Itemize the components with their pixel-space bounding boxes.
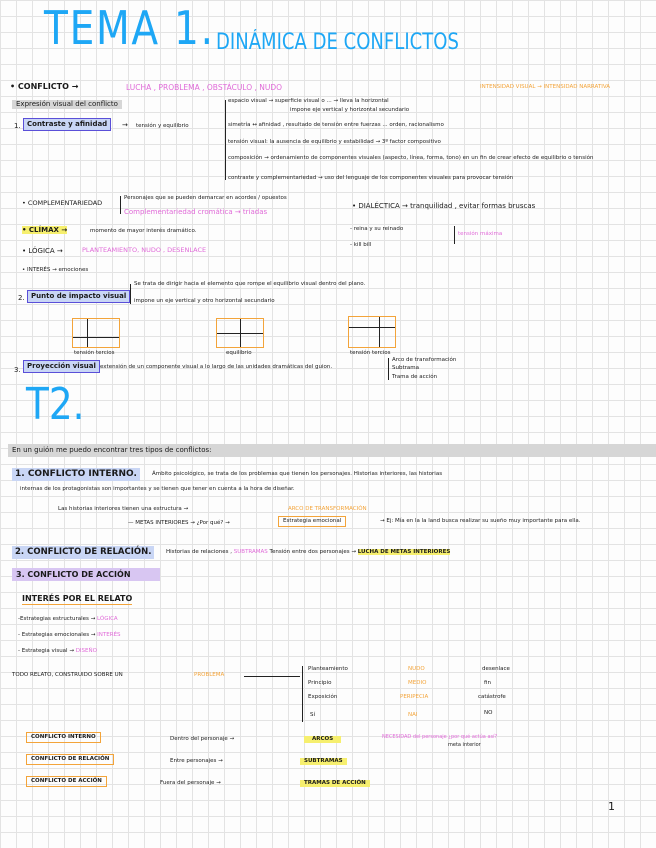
fase-4-mid: NAI (408, 712, 418, 718)
fase-3-left: Exposición (308, 694, 338, 700)
problema-label: PROBLEMA (194, 672, 225, 678)
fase-4-right: NO (484, 710, 493, 716)
c1-text: Ámbito psicológico, se trata de los problemas que tienen los personajes. Historias interiores, las historias (152, 471, 443, 477)
arco-label: ARCO DE TRANSFORMACIÓN (288, 506, 367, 512)
proyeccion-text: extensión de un componente visual a lo largo de las unidades dramáticas del guion. (100, 364, 333, 370)
bottom-box-2: CONFLICTO DE RELACIÓN (26, 754, 114, 765)
subtramas-text: SUBTRAMAS (233, 549, 268, 555)
bottom-text-3: Fuera del personaje → (160, 780, 221, 786)
punto-2: impone un eje vertical y otro horizontal secundario (134, 298, 275, 304)
page-subtitle: DINÁMICA DE CONFLICTOS (216, 30, 459, 55)
section-t2-title: T2. (26, 379, 85, 430)
estrategia-3-value: DISEÑO (75, 648, 97, 654)
conflicto-label: • CONFLICTO → (10, 82, 79, 91)
c1-text-2: internas de los protagonistas son importantes y se tienen que tener en cuenta a la hora de diseñar. (20, 486, 295, 492)
interes-title: INTERÉS POR EL RELATO (22, 594, 133, 603)
item-4: composición → ordenamiento de componentes visuales (aspecto, línea, forma, tono) en un fin de crear efecto de equilibrio o tensión (228, 155, 594, 161)
climax-note-1: - reina y su reinado (350, 226, 404, 232)
climax-text: • CLÍMAX → (22, 226, 68, 234)
fase-1-right: desenlace (482, 666, 510, 672)
fase-3-right: catástrofe (478, 694, 506, 700)
comp-2 (124, 208, 267, 217)
metas-label: — METAS INTERIORES → ¿Por qué? → (128, 520, 230, 526)
c3-title: 3. CONFLICTO DE ACCIÓN (12, 568, 160, 581)
estrategia-3-label: - Estrategia visual → (18, 648, 74, 654)
estrategia-1 (18, 616, 118, 623)
proyeccion-brace (388, 358, 389, 380)
bottom-hl-2: SUBTRAMAS (300, 758, 347, 765)
contraste-box: Contraste y afinidad (23, 118, 111, 131)
thumb-2 (216, 318, 264, 348)
c2-text-a: Historias de relaciones , (166, 549, 233, 555)
estrategia-2 (18, 632, 121, 639)
fases-brace (302, 666, 303, 722)
expresion-heading: Expresión visual del conflicto (12, 100, 122, 109)
punto-1: Se trata de dirigir hacia el elemento que rompe el equilibrio visual dentro del plano. (134, 281, 366, 287)
item-1: espacio visual → superficie visual o ... → lleva la horizontal (228, 98, 389, 104)
estrategia-3 (18, 648, 97, 655)
bottom-hl-1: ARCOS (304, 736, 341, 743)
complementariedad-label: • COMPLEMENTARIEDAD (22, 199, 103, 207)
bullet-1: 1. (14, 122, 21, 130)
item-2: simetría ↔ afinidad , resultado de tensión entre fuerzas ... orden, racionalismo (228, 122, 444, 128)
estrategia-box: Estrategia emocional (278, 516, 346, 527)
bullet-3: 3. (14, 366, 21, 374)
climax-note-2: - kill bill (350, 242, 372, 248)
bottom-hl-3: TRAMAS DE ACCIÓN (300, 780, 370, 787)
thumb-label-3: tensión tercios (350, 350, 391, 356)
page-number: 1 (608, 800, 615, 813)
fase-2-mid: MEDIO (408, 680, 427, 686)
climax-brace (452, 226, 455, 244)
c1-title: 1. CONFLICTO INTERNO. (12, 468, 140, 481)
fase-2-left: Principio (308, 680, 332, 686)
dialectica: • DIALÉCTICA → tranquilidad , evitar formas bruscas (352, 202, 536, 210)
lucha-text: LUCHA DE METAS INTERIORES (357, 549, 451, 555)
punto-box: Punto de impacto visual (27, 290, 130, 303)
bottom-extra-1: NECESIDAD del personaje ¿por qué actúa así? (382, 734, 498, 740)
climax-desc: momento de mayor interés dramático. (90, 228, 197, 234)
c2-text-b: Tensión entre dos personajes → (269, 549, 356, 555)
bottom-box-1: CONFLICTO INTERNO (26, 732, 101, 743)
problema-arrow (244, 676, 300, 677)
thumb-label-1: tensión tercios (74, 350, 115, 356)
c2-text (166, 549, 450, 556)
logica-list: PLANTEAMIENTO, NUDO , DESENLACE (82, 246, 207, 254)
arrow-1: → (122, 121, 128, 129)
comp-2-text: Complementariedad cromática → tríadas (124, 208, 268, 216)
proyeccion-box: Proyección visual (23, 360, 100, 373)
page-title: TEMA 1. (44, 1, 215, 55)
bottom-text-2: Entre personajes → (170, 758, 223, 764)
fase-1-mid: NUDO (408, 666, 425, 672)
c2-title: 2. CONFLICTO DE RELACIÓN. (12, 546, 154, 559)
proyeccion-item-1: Arco de transformación (392, 357, 457, 363)
todo-relato: TODO RELATO, CONSTRUIDO SOBRE UN (12, 672, 123, 678)
logica-label: • LÓGICA → (22, 247, 63, 255)
meta-interior: meta interior (448, 742, 481, 748)
bottom-text-1: Dentro del personaje → (170, 736, 235, 742)
ej-text: → Ej: Mía en la la land busca realizar su sueño muy importante para ella. (380, 518, 581, 524)
thumb-3 (348, 316, 396, 348)
items-brace (225, 100, 226, 180)
bottom-box-3: CONFLICTO DE ACCIÓN (26, 776, 107, 787)
estrategia-2-value: INTERÉS (97, 632, 121, 638)
interes-label: • INTERÉS → emociones (22, 267, 89, 273)
thumb-label-2: equilibrio (226, 350, 252, 356)
tension-label: tensión y equilibrio (136, 123, 189, 129)
estrategia-1-label: -Estrategias estructurales → (18, 616, 96, 622)
comp-brace (120, 196, 121, 214)
estrategia-1-value: LÓGICA (97, 616, 118, 622)
proyeccion-item-3: Trama de acción (392, 374, 438, 380)
estrategia-2-label: - Estrategias emocionales → (18, 632, 96, 638)
arco-lead: Las historias interiores tienen una estructura → (58, 506, 189, 512)
top-right-note: INTENSIDAD VISUAL → INTENSIDAD NARRATIVA (480, 84, 610, 90)
bullet-2: 2. (18, 294, 25, 302)
fase-3-mid: PERIPECIA (400, 694, 429, 700)
thumb-1 (72, 318, 120, 348)
climax-pink: tensión máxima (458, 231, 503, 237)
punto-brace (130, 284, 131, 304)
item-5: contraste y complementariedad → uso del lenguaje de los componentes visuales para provocar tensión (228, 175, 514, 181)
section2-intro: En un guión me puedo encontrar tres tipos de conflictos: (8, 444, 656, 457)
item-3: tensión visual: la ausencia de equilibrio y estabilidad → 3º factor compositivo (228, 139, 441, 145)
fase-4-left: Sí (310, 712, 316, 718)
conflicto-list: LUCHA , PROBLEMA , OBSTÁCULO , NUDO (126, 83, 283, 92)
item-1b: impone eje vertical y horizontal secundario (290, 107, 410, 113)
proyeccion-item-2: Subtrama (392, 365, 419, 371)
comp-1: Personajes que se pueden demarcar en acordes / opuestos (124, 195, 287, 201)
fase-2-right: fin (484, 680, 491, 686)
climax-label (22, 226, 67, 235)
fase-1-left: Planteamiento (308, 666, 348, 672)
